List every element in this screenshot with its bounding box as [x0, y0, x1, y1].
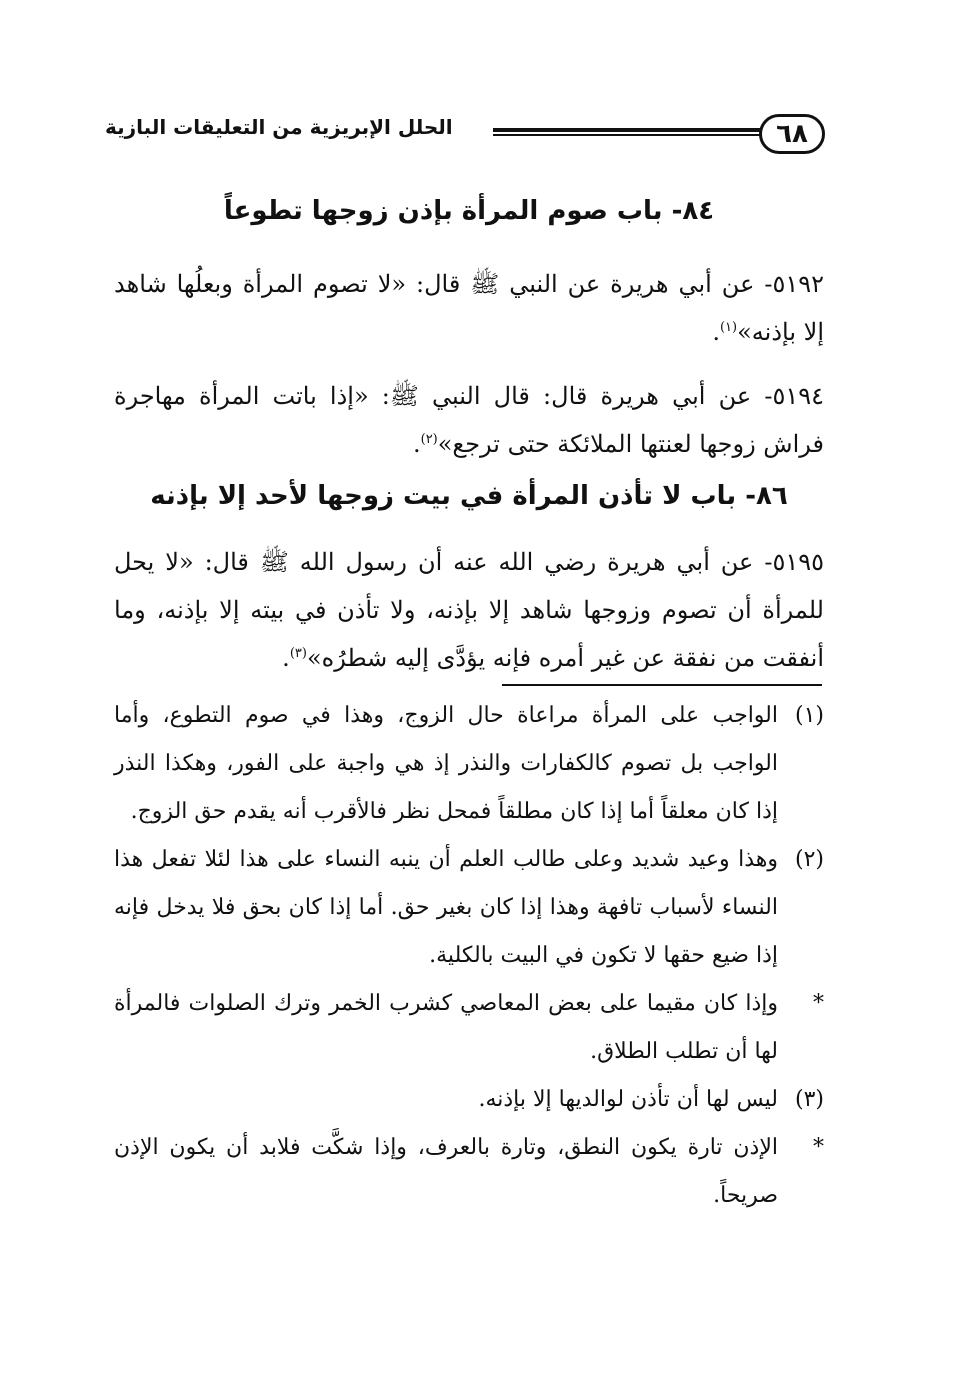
footnote-ref-1: (١): [719, 320, 738, 335]
footnote-ref-2: (٢): [420, 432, 438, 447]
footnote-ref-3: (٣): [289, 646, 307, 661]
footnote-text: ليس لها أن تأذن لوالديها إلا بإذنه.: [478, 1087, 778, 1112]
chapter-heading-84: ٨٤- باب صوم المرأة بإذن زوجها تطوعاً: [223, 196, 715, 226]
hadith-5195: ٥١٩٥- عن أبي هريرة رضي الله عنه أن رسول الله ﷺ قال: «لا يحل للمرأة أن تصوم وزوجها شاهد إلا بإذنه، ولا تأذن في بيته إلا بإذنه، وما أنفقت من نفقة عن غير أمره فإنه يؤدَّى إليه شطرُه»$^{(٣)}$.: [114, 548, 824, 672]
footnote-3: [114, 1076, 824, 1124]
footnotes: [114, 692, 824, 1220]
page-number-badge: ٦٨: [759, 114, 825, 154]
footnote-text: وإذا كان مقيما على بعض المعاصي كشرب الخمر وترك الصلوات فالمرأة لها أن تطلب الطلاق.: [114, 991, 778, 1064]
footnote-mark: (٣): [794, 1087, 824, 1112]
footnote-1: [114, 692, 824, 836]
hadith-5192-text: ٥١٩٢- عن أبي هريرة عن النبي ﷺ قال: «لا تصوم المرأة وبعلُها شاهد إلا بإذنه»: [114, 270, 824, 346]
footnote-separator: [502, 684, 822, 686]
page-header: [105, 114, 825, 158]
hadith-5192: ٥١٩٢- عن أبي هريرة عن النبي ﷺ قال: «لا تصوم المرأة وبعلُها شاهد إلا بإذنه»$^{(١)}$.: [114, 270, 824, 346]
footnote-2-addendum: [114, 980, 824, 1076]
footnote-mark: (٢): [794, 847, 824, 872]
hadith-5194: ٥١٩٤- عن أبي هريرة قال: قال النبي ﷺ: «إذا باتت المرأة مهاجرة فراش زوجها لعنتها الملائكة حتى ترجع»$^{(٢)}$.: [114, 382, 824, 458]
footnote-text: الواجب على المرأة مراعاة حال الزوج، وهذا في صوم التطوع، وأما الواجب بل تصوم كالكفارات والنذر إذ هي واجبة على الفور، وهكذا النذر إذا كان معلقاً أما إذا كان مطلقاً فمحل نظر فالأقرب أنه يقدم حق الزوج.: [114, 703, 778, 824]
footnote-mark: (١): [794, 703, 824, 728]
header-double-rule: [493, 128, 761, 136]
footnote-text: الإذن تارة يكون النطق، وتارة بالعرف، وإذا شكَّت فلابد أن يكون الإذن صريحاً.: [114, 1135, 778, 1208]
hadith-5195-text: ٥١٩٥- عن أبي هريرة رضي الله عنه أن رسول الله ﷺ قال: «لا يحل للمرأة أن تصوم وزوجها شاهد إلا بإذنه، ولا تأذن في بيته إلا بإذنه، وما أنفقت من نفقة عن غير أمره فإنه يؤدَّى إليه شطرُه»: [114, 548, 824, 672]
footnote-3-addendum: [114, 1124, 824, 1220]
chapter-heading-86: ٨٦- باب لا تأذن المرأة في بيت زوجها لأحد إلا بإذنه: [150, 481, 788, 511]
footnote-text: وهذا وعيد شديد وعلى طالب العلم أن ينبه النساء على هذا لئلا تفعل هذا النساء لأسباب تافهة وهذا إذا كان بغير حق. أما إذا كان بحق فلا يدخل فإنه إذا ضيع حقها لا تكون في البيت بالكلية.: [114, 847, 778, 968]
asterisk-mark: *: [813, 1135, 824, 1160]
asterisk-mark: *: [813, 991, 824, 1016]
running-title: الحلل الإبريزية من التعليقات البازية: [105, 115, 453, 139]
footnote-2: [114, 836, 824, 980]
hadith-5194-text: ٥١٩٤- عن أبي هريرة قال: قال النبي ﷺ: «إذا باتت المرأة مهاجرة فراش زوجها لعنتها الملائكة حتى ترجع»: [114, 382, 824, 458]
